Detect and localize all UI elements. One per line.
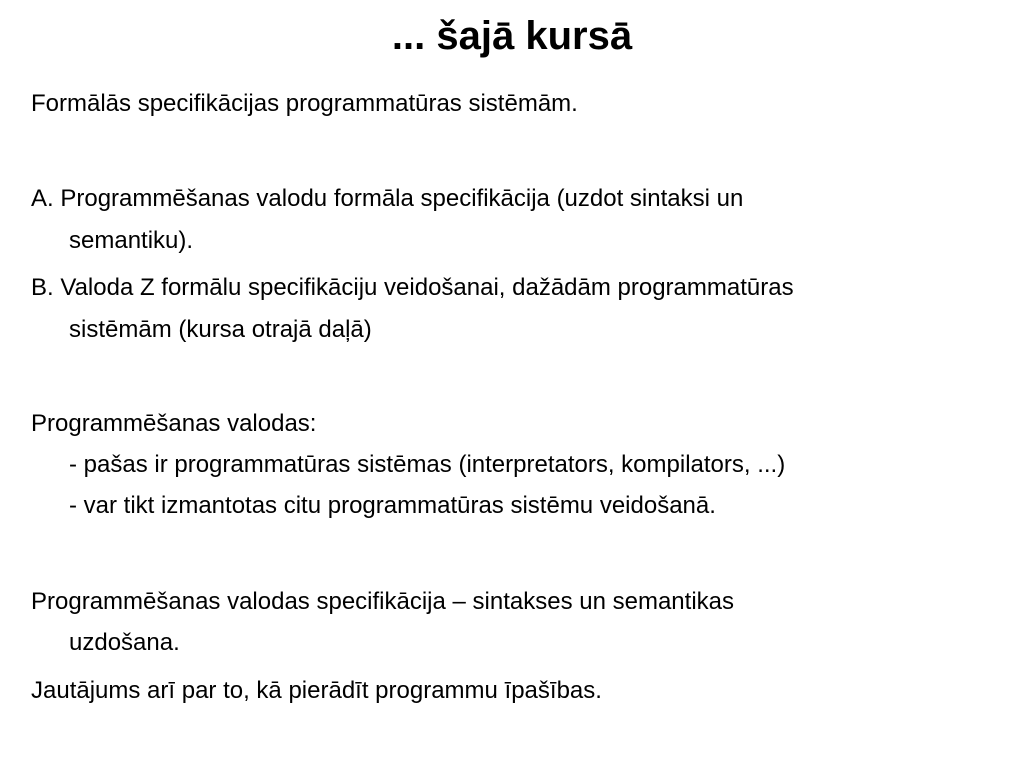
item-b-line1: B. Valoda Z formālu specifikāciju veidošanai, dažādām programmatūras (31, 274, 794, 301)
slide-title: ... šajā kursā (391, 14, 633, 58)
question-text: Jautājums arī par to, kā pierādīt programmu īpašības. (31, 677, 602, 704)
intro-text: Formālās specifikācijas programmatūras sistēmām. (31, 90, 578, 117)
item-b-line2: sistēmām (kursa otrajā daļā) (69, 316, 372, 343)
languages-bullet-2: - var tikt izmantotas citu programmatūras sistēmu veidošanā. (69, 492, 716, 519)
spec-line1: Programmēšanas valodas specifikācija – sintakses un semantikas (31, 588, 734, 615)
spec-line2: uzdošana. (69, 629, 180, 656)
languages-heading: Programmēšanas valodas: (31, 410, 317, 437)
languages-bullet-1: - pašas ir programmatūras sistēmas (interpretators, kompilators, ...) (69, 451, 786, 478)
item-a-line1: A. Programmēšanas valodu formāla specifikācija (uzdot sintaksi un (31, 185, 744, 212)
item-a-line2: semantiku). (69, 227, 194, 254)
